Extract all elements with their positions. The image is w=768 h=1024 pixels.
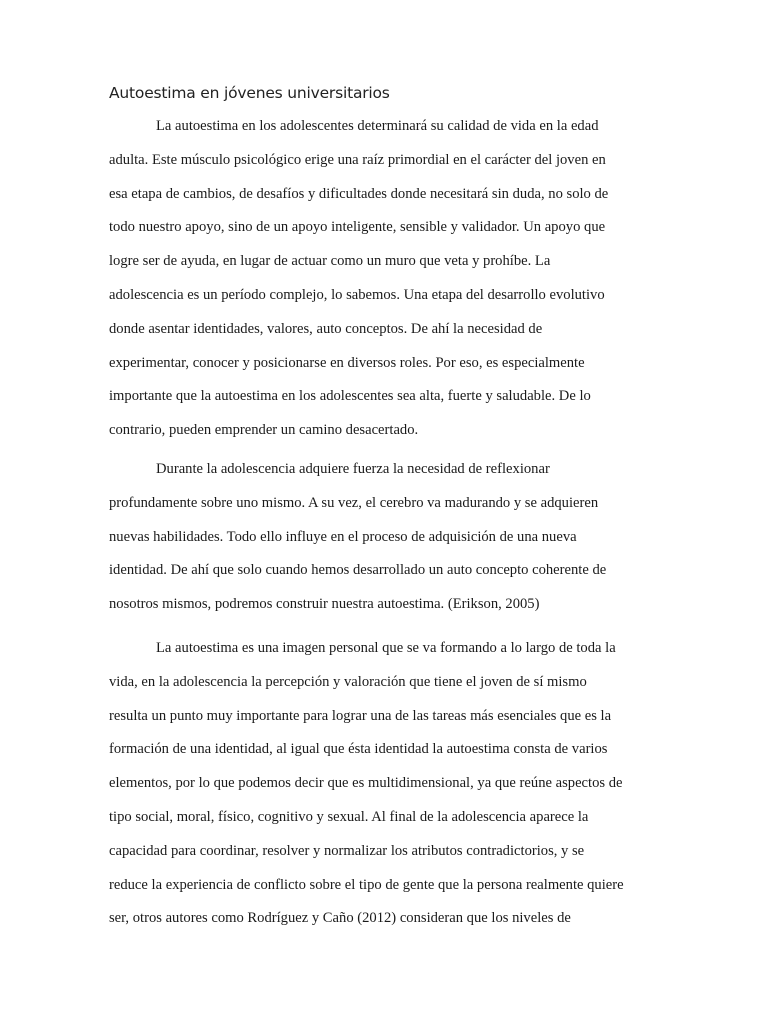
paragraph-line: Durante la adolescencia adquiere fuerza la necesidad de reflexionar — [156, 461, 550, 477]
paragraph-line: contrario, pueden emprender un camino desacertado. — [109, 422, 419, 439]
paragraph-line: identidad. De ahí que solo cuando hemos desarrollado un auto concepto coherente de — [109, 562, 607, 579]
paragraph-line: nosotros mismos, podremos construir nuestra autoestima. (Erikson, 2005) — [109, 596, 540, 613]
paragraph-line: resulta un punto muy importante para lograr una de las tareas más esenciales que es la — [109, 707, 612, 724]
paragraph-line: La autoestima es una imagen personal que se va formando a lo largo de toda la — [156, 640, 616, 656]
paragraph-line: formación de una identidad, al igual que ésta identidad la autoestima consta de varios — [109, 741, 608, 758]
paragraph-line: experimentar, conocer y posicionarse en diversos roles. Por eso, es especialmente — [109, 354, 585, 371]
paragraph-line: importante que la autoestima en los adolescentes sea alta, fuerte y saludable. De lo — [109, 388, 591, 405]
paragraph-line: La autoestima en los adolescentes determinará su calidad de vida en la edad — [156, 118, 599, 134]
paragraph-line: reduce la experiencia de conflicto sobre el tipo de gente que la persona realmente quiere — [109, 876, 624, 893]
paragraph-line: profundamente sobre uno mismo. A su vez, el cerebro va madurando y se adquieren — [109, 494, 599, 511]
paragraph-line: tipo social, moral, físico, cognitivo y sexual. Al final de la adolescencia aparece la — [109, 808, 589, 825]
paragraph-line: vida, en la adolescencia la percepción y valoración que tiene el joven de sí mismo — [109, 673, 587, 690]
paragraph-line: donde asentar identidades, valores, auto conceptos. De ahí la necesidad de — [109, 320, 543, 337]
paragraph-line: adolescencia es un período complejo, lo sabemos. Una etapa del desarrollo evolutivo — [109, 286, 605, 303]
paragraph-line: elementos, por lo que podemos decir que es multidimensional, ya que reúne aspectos de — [109, 775, 623, 792]
paragraph-2 — [109, 453, 669, 622]
paragraph-1 — [109, 110, 669, 448]
paragraph-3 — [109, 632, 669, 936]
paragraph-line: esa etapa de cambios, de desafíos y dificultades donde necesitará sin duda, no solo de — [109, 185, 609, 202]
paragraph-line: ser, otros autores como Rodríguez y Caño (2012) consideran que los niveles de — [109, 910, 571, 927]
document-title: Autoestima en jóvenes universitarios — [109, 84, 390, 102]
paragraph-line: todo nuestro apoyo, sino de un apoyo inteligente, sensible y validador. Un apoyo que — [109, 219, 606, 236]
paragraph-line: adulta. Este músculo psicológico erige una raíz primordial en el carácter del joven en — [109, 151, 606, 168]
paragraph-line: capacidad para coordinar, resolver y normalizar los atributos contradictorios, y se — [109, 842, 585, 859]
paragraph-line: logre ser de ayuda, en lugar de actuar como un muro que veta y prohíbe. La — [109, 253, 551, 270]
paragraph-line: nuevas habilidades. Todo ello influye en el proceso de adquisición de una nueva — [109, 528, 577, 545]
